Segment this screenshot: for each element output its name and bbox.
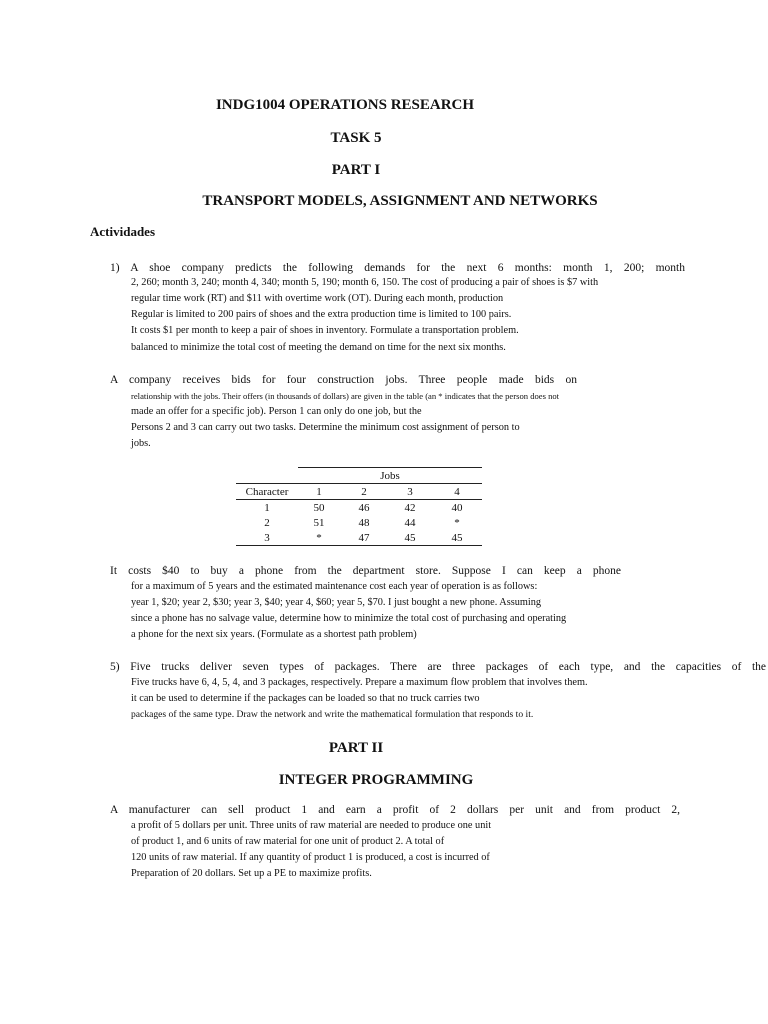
jobs-group-header: Jobs <box>298 468 482 484</box>
problem3-line: year 1, $20; year 2, $30; year 3, $40; year 4, $60; year 5, $70. I just bought a new phone. Assuming <box>131 597 542 608</box>
table-header-cell: 1 <box>298 484 340 500</box>
table-cell: 46 <box>358 501 370 514</box>
table-header-cell: 2 <box>340 484 388 500</box>
problem6-line: 120 units of raw material. If any quantity of product 1 is produced, a cost is incurred of <box>131 852 490 863</box>
course-title: INDG1004 OPERATIONS RESEARCH <box>215 97 475 113</box>
table-cell: 51 <box>313 516 325 529</box>
table-cell: 1 <box>264 501 270 514</box>
problem1-line: regular time work (RT) and $11 with overtime work (OT). During each month, production <box>131 293 504 304</box>
table-row <box>236 500 482 516</box>
table-cell: 47 <box>340 530 388 546</box>
problem3-line: for a maximum of 5 years and the estimated maintenance cost each year of operation is as follows: <box>131 581 538 592</box>
table-cell: 40 <box>451 501 463 514</box>
part1-subtitle: TRANSPORT MODELS, ASSIGNMENT AND NETWORKS <box>202 193 598 209</box>
problem5-line: Five trucks have 6, 4, 5, 4, and 3 packages, respectively. Prepare a maximum flow problem that involves them. <box>131 677 588 688</box>
problem1-line: 1) A shoe company predicts the following demands for the next 6 months: month 1, 200; month <box>110 262 685 274</box>
table-cell: 45 <box>432 530 482 546</box>
problem5-line: packages of the same type. Draw the network and write the mathematical formulation that responds to it. <box>131 709 534 720</box>
table-row <box>236 515 482 530</box>
table-group-header-row <box>236 468 482 484</box>
problem5-line: it can be used to determine if the packages can be loaded so that no truck carries two <box>131 693 480 704</box>
table-cell: 42 <box>404 501 416 514</box>
bids-table <box>236 467 482 546</box>
part2-subtitle: INTEGER PROGRAMMING <box>278 772 474 788</box>
problem2-line: relationship with the jobs. Their offers (in thousands of dollars) are given in the table (an * indicates that the person does not <box>131 391 560 401</box>
table-cell: * <box>298 530 340 546</box>
part1-title: PART I <box>331 162 381 178</box>
table-cell: 45 <box>388 530 432 546</box>
table-row <box>236 530 482 546</box>
problem2-line: jobs. <box>131 438 151 449</box>
problem5-line: 5) Five trucks deliver seven types of packages. There are three packages of each type, and the capacities of the <box>110 661 766 673</box>
table-cell: * <box>454 516 460 529</box>
problem6-line: a profit of 5 dollars per unit. Three units of raw material are needed to produce one unit <box>131 820 492 831</box>
task-title: TASK 5 <box>330 130 382 146</box>
table-header-row <box>236 484 482 500</box>
problem2-line: made an offer for a specific job). Person 1 can only do one job, but the <box>131 406 422 417</box>
problem1-line: 2, 260; month 3, 240; month 4, 340; month 5, 190; month 6, 150. The cost of producing a pair of shoes is $7 with <box>131 277 599 288</box>
activities-heading: Actividades <box>90 224 155 239</box>
part2-title: PART II <box>328 740 384 756</box>
table-header-cell: 4 <box>432 484 482 500</box>
problem2-line: Persons 2 and 3 can carry out two tasks. Determine the minimum cost assignment of person to <box>131 422 520 433</box>
table-header-cell: 3 <box>388 484 432 500</box>
problem6-line: of product 1, and 6 units of raw material for one unit of product 2. A total of <box>131 836 445 847</box>
table-cell: 50 <box>313 501 325 514</box>
table-cell: 48 <box>358 516 370 529</box>
table-cell: 2 <box>264 516 270 529</box>
table-cell: 3 <box>236 530 298 546</box>
problem3-line: since a phone has no salvage value, determine how to minimize the total cost of purchasing and operating <box>131 613 567 624</box>
problem1-line: It costs $1 per month to keep a pair of shoes in inventory. Formulate a transportation problem. <box>131 325 519 336</box>
problem1-line: balanced to minimize the total cost of meeting the demand on time for the next six months. <box>131 342 506 353</box>
problem1-line: Regular is limited to 200 pairs of shoes and the extra production time is limited to 100 pairs. <box>131 309 512 320</box>
table-cell: 44 <box>404 516 416 529</box>
table-header-cell: Character <box>236 484 298 500</box>
problem3-line: It costs $40 to buy a phone from the department store. Suppose I can keep a phone <box>110 565 621 577</box>
problem2-line: A company receives bids for four construction jobs. Three people made bids on <box>110 374 577 386</box>
problem6-line: Preparation of 20 dollars. Set up a PE to maximize profits. <box>131 868 372 879</box>
problem3-line: a phone for the next six years. (Formulate as a shortest path problem) <box>131 629 417 640</box>
problem6-line: A manufacturer can sell product 1 and earn a profit of 2 dollars per unit and from product 2, <box>110 804 680 816</box>
